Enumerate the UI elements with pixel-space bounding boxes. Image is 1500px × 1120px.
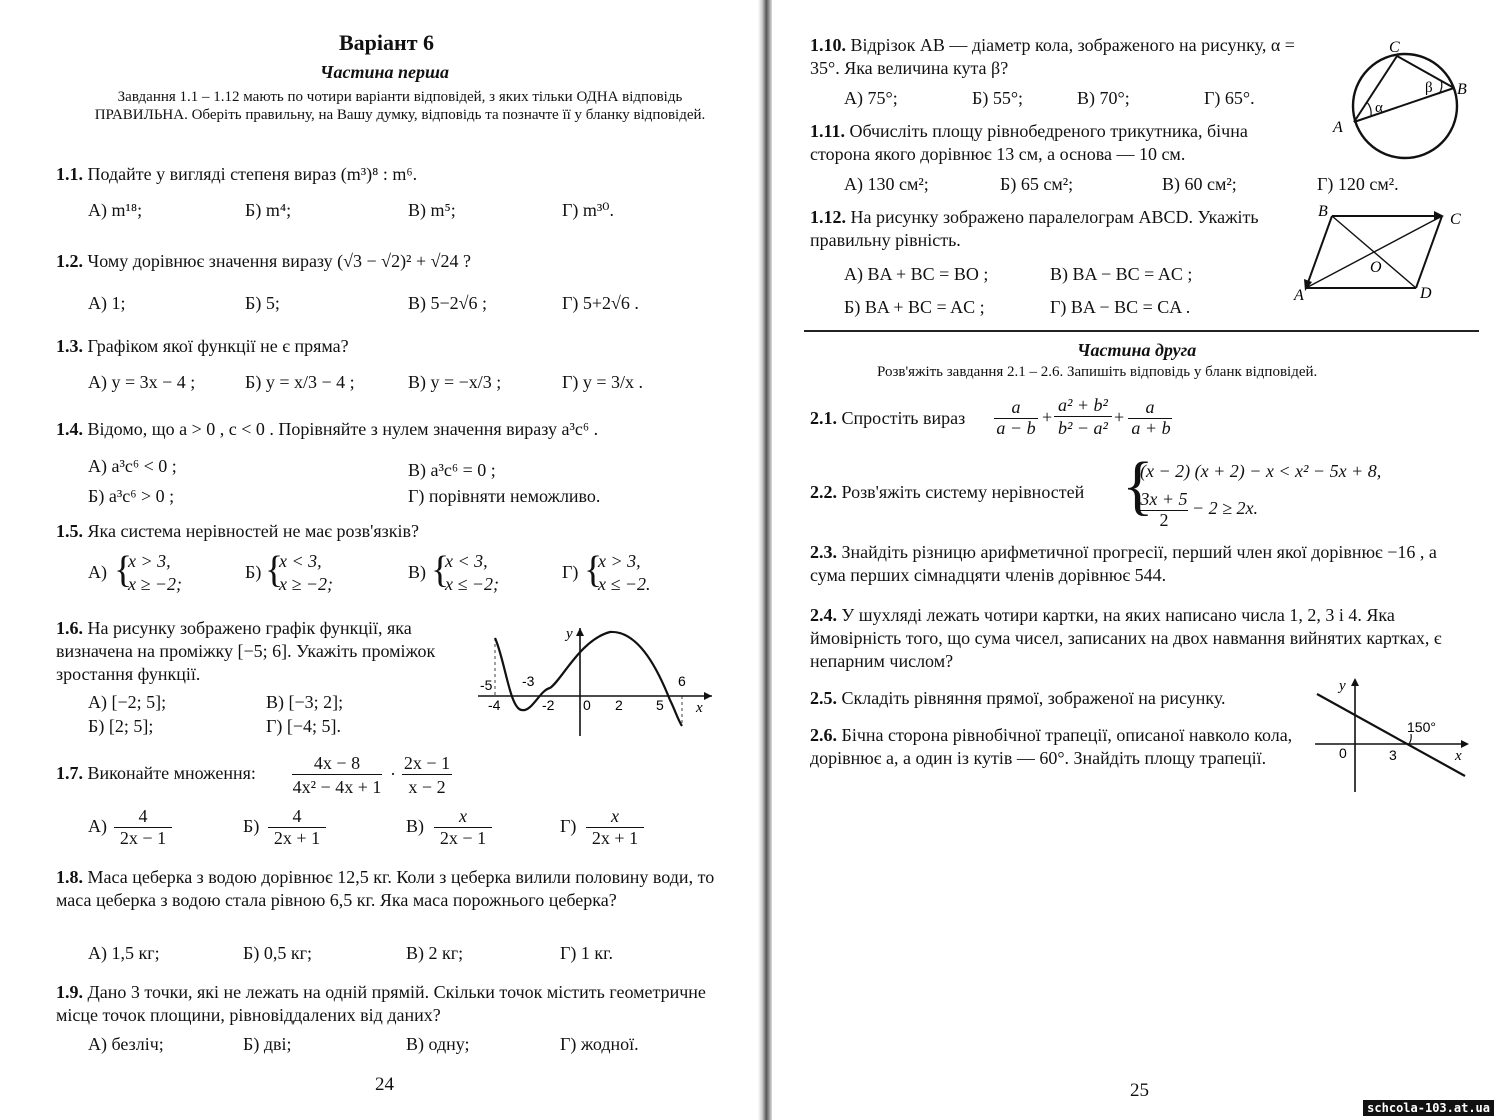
option-b-den: 2x + 1 — [273, 828, 321, 848]
question-1-11 — [810, 120, 1310, 166]
tick-label: 3 — [1389, 747, 1397, 763]
question-2-2 — [810, 481, 1084, 504]
option-c: В) одну; — [406, 1034, 470, 1054]
option-a: А) 1,5 кг; — [88, 943, 160, 963]
option-c-den: 2x − 1 — [439, 828, 487, 848]
variant-title: Варіант 6 — [339, 30, 435, 55]
q-number: 1.3. — [56, 336, 83, 356]
page-number: 24 — [375, 1074, 394, 1095]
section-divider — [804, 330, 1479, 332]
fraction-denominator: b² − a² — [1058, 418, 1108, 438]
system-c-line-1: x < 3, — [445, 551, 488, 571]
option-c-label: В) — [408, 562, 426, 582]
angle-label: 150° — [1407, 719, 1436, 735]
multiply-dot: · — [390, 764, 396, 784]
system-line-1: (x − 2) (x + 2) − x < x² − 5x + 8, — [1140, 461, 1382, 481]
option-c: В) y = −x/3 ; — [408, 372, 502, 392]
option-a-num: 4 — [114, 806, 172, 828]
system-d-line-2: x ≤ −2. — [598, 574, 651, 594]
option-c-num: x — [434, 806, 492, 828]
q-number: 2.4. — [810, 605, 837, 625]
label-b: B — [1457, 81, 1467, 98]
q-number: 2.1. — [810, 408, 837, 428]
x-axis-arrow — [1461, 740, 1469, 748]
question-1-10 — [810, 34, 1310, 80]
option-d: Г) m³⁰. — [562, 200, 615, 220]
label-d: D — [1420, 285, 1432, 302]
option-d-den: 2x + 1 — [591, 828, 639, 848]
q-text: Обчисліть площу рівнобедреного трикутника, бічна сторона якого дорівнює 13 см, а основа — 10 см. — [810, 121, 1248, 164]
option-a: А) [−2; 5]; — [88, 692, 167, 712]
q-number: 1.11. — [810, 121, 846, 141]
option-b: Б) m⁴; — [245, 200, 292, 220]
question-1-2 — [56, 250, 471, 273]
option-b: Б) 55°; — [972, 88, 1024, 108]
system-b-line-1: x < 3, — [279, 551, 322, 571]
option-d: Г) порівняти неможливо. — [408, 486, 601, 506]
alpha-arc — [1367, 102, 1371, 116]
q-text: У шухляді лежать чотири картки, на яких написано числа 1, 2, 3 і 4. Яка ймовірність того, що сума чисел, записаних на двох навмання вийнятих картках, є непарним числом? — [810, 605, 1442, 671]
q-number: 1.5. — [56, 521, 83, 541]
system-brace: { — [1122, 449, 1154, 522]
option-b: Б) [2; 5]; — [88, 716, 154, 736]
option-c: В) 5−2√6 ; — [408, 293, 488, 313]
system-a-line-2: x ≥ −2; — [128, 574, 183, 594]
option-d-num: x — [586, 806, 644, 828]
q-number: 2.6. — [810, 725, 837, 745]
brace: { — [114, 549, 133, 591]
q-number: 1.9. — [56, 982, 83, 1002]
label-beta: β — [1425, 80, 1433, 96]
q-number: 2.5. — [810, 688, 837, 708]
option-d: Г) 5+2√6 . — [562, 293, 639, 313]
right-page — [772, 0, 1500, 1120]
q-number: 1.8. — [56, 867, 83, 887]
line-graph — [1307, 672, 1472, 797]
option-d: Г) y = 3/x . — [562, 372, 644, 392]
option-d: Г) 65°. — [1204, 88, 1255, 108]
system-c-line-2: x ≤ −2; — [445, 574, 500, 594]
option-c: В) [−3; 2]; — [266, 692, 344, 712]
question-1-12 — [810, 206, 1270, 252]
option-c: В) a³c⁶ = 0 ; — [408, 460, 496, 480]
question-1-7 — [56, 762, 256, 785]
brace: { — [431, 549, 450, 591]
option-a-label: А) — [88, 562, 107, 582]
tick-label: -5 — [480, 677, 493, 693]
fraction-numerator: a — [994, 397, 1038, 419]
fraction-denominator: x − 2 — [408, 777, 446, 797]
plus-sign: + — [1042, 407, 1053, 427]
question-1-6 — [56, 617, 456, 686]
function-graph — [470, 620, 720, 740]
tick-label: 5 — [656, 697, 664, 713]
part-two-title: Частина друга — [1077, 340, 1197, 360]
straight-line — [1317, 694, 1465, 776]
option-d: Г) [−4; 5]. — [266, 716, 342, 736]
tick-label: 0 — [583, 697, 591, 713]
label-c: C — [1389, 39, 1400, 56]
option-b: Б) BA + BC = AC ; — [844, 297, 985, 317]
q-text: Чому дорівнює значення виразу (√3 − √2)² + √24 ? — [87, 251, 471, 271]
option-b-label: Б) — [243, 816, 260, 836]
fraction-numerator: 2x − 1 — [403, 753, 451, 773]
tick-label: 6 — [678, 673, 686, 689]
angle-arc — [1409, 734, 1411, 744]
option-d: Г) жодної. — [560, 1034, 639, 1054]
label-b: B — [1318, 203, 1328, 220]
q-number: 1.1. — [56, 164, 83, 184]
q-text: Виконайте множення: — [87, 763, 256, 783]
instructions: Завдання 1.1 – 1.12 мають по чотири варіанти відповідей, з яких тільки ОДНА відповідь ПРАВИЛЬНА. Оберіть правильну, на Вашу думку, відповідь та позначте її у бланку відповідей. — [94, 89, 706, 123]
option-c-label: В) — [406, 816, 424, 836]
option-d: Г) 120 см². — [1317, 174, 1399, 194]
tick-label: -3 — [522, 673, 535, 689]
plus-sign: + — [1114, 407, 1125, 427]
option-a: А) y = 3x − 4 ; — [88, 372, 196, 392]
q-text: Яка система нерівностей не має розв'язків? — [87, 521, 419, 541]
option-c: В) 60 см²; — [1162, 174, 1237, 194]
y-axis-arrow — [576, 628, 584, 636]
option-a-label: А) — [88, 816, 107, 836]
option-b: Б) 65 см²; — [1000, 174, 1074, 194]
fraction-numerator: 3x + 5 — [1140, 489, 1188, 509]
option-b: Б) y = x/3 − 4 ; — [245, 372, 355, 392]
q-text: Подайте у вигляді степеня вираз (m³)⁸ : m⁶. — [87, 164, 418, 184]
option-c: В) 2 кг; — [406, 943, 464, 963]
fraction-numerator: 4x − 8 — [292, 753, 382, 775]
tick-label: 2 — [615, 697, 623, 713]
q-number: 2.3. — [810, 542, 837, 562]
q-text: Маса цеберка з водою дорівнює 12,5 кг. Коли з цеберка вилили половину води, то маса цеберка з водою стала рівною 6,5 кг. Яка маса порожнього цеберка? — [56, 867, 715, 910]
q-text: Бічна сторона рівнобічної трапеції, описаної навколо кола, дорівнює a, а один із кутів — 60°. Знайдіть площу трапеції. — [810, 725, 1293, 768]
system-b-line-2: x ≥ −2; — [279, 574, 334, 594]
option-c: В) 70°; — [1077, 88, 1130, 108]
page-number: 25 — [1130, 1080, 1149, 1101]
option-a: А) 1; — [88, 293, 126, 313]
fraction-denominator: a + b — [1131, 418, 1171, 438]
system-d-line-1: x > 3, — [598, 551, 641, 571]
question-2-1 — [810, 407, 965, 430]
label-a: A — [1294, 287, 1304, 304]
label-a: A — [1333, 119, 1343, 136]
fraction-denominator: 2 — [1159, 510, 1169, 530]
q-text: Знайдіть різницю арифметичної прогресії, перший член якої дорівнює −16 , а сума перших сімнадцяти членів дорівнює 544. — [810, 542, 1437, 585]
question-1-4 — [56, 418, 598, 441]
tick-label: -4 — [488, 697, 501, 713]
book-gutter — [758, 0, 772, 1120]
q-text: Графіком якої функції не є пряма? — [87, 336, 349, 356]
q-text: Складіть рівняння прямої, зображеної на рисунку. — [841, 688, 1226, 708]
q-number: 1.10. — [810, 35, 846, 55]
q-text: Відрізок AB — діаметр кола, зображеного на рисунку, α = 35°. Яка величина кута β? — [810, 35, 1295, 78]
parallelogram-figure — [1292, 200, 1472, 305]
option-c: В) m⁵; — [408, 200, 456, 220]
question-1-8 — [56, 866, 721, 912]
y-label: y — [1339, 678, 1346, 694]
question-1-5 — [56, 520, 419, 543]
question-2-5 — [810, 687, 1226, 710]
part-two-instructions: Розв'яжіть завдання 2.1 – 2.6. Запишіть відповідь у бланк відповідей. — [877, 364, 1318, 380]
q-text: Розв'яжіть систему нерівностей — [841, 482, 1085, 502]
option-d-label: Г) — [560, 816, 577, 836]
label-alpha: α — [1375, 100, 1383, 116]
q-text: Дано 3 точки, які не лежать на одній прямій. Скільки точок містить геометричне місце точок площини, рівновіддалених від даних? — [56, 982, 706, 1025]
question-1-9 — [56, 981, 721, 1027]
option-b: Б) дві; — [243, 1034, 292, 1054]
option-b: Б) 5; — [245, 293, 280, 313]
option-a: А) a³c⁶ < 0 ; — [88, 456, 177, 476]
circle-figure — [1327, 36, 1477, 166]
question-1-1 — [56, 163, 417, 186]
side-dc — [1416, 216, 1442, 288]
x-label: x — [1455, 748, 1462, 764]
fraction-denominator: a − b — [996, 418, 1036, 438]
q-number: 1.2. — [56, 251, 83, 271]
option-a: А) безліч; — [88, 1034, 164, 1054]
option-a: А) BA + BC = BO ; — [844, 264, 989, 284]
brace: { — [584, 549, 603, 591]
option-b: Б) 0,5 кг; — [243, 943, 312, 963]
q-number: 1.6. — [56, 618, 83, 638]
part-one-title: Частина перша — [320, 62, 449, 82]
fraction-numerator: a² + b² — [1054, 395, 1112, 417]
circle — [1353, 54, 1457, 158]
option-c: В) BA − BC = AC ; — [1050, 264, 1193, 284]
option-b-label: Б) — [245, 562, 262, 582]
side-ba — [1306, 216, 1332, 288]
q-number: 1.12. — [810, 207, 846, 227]
option-d-label: Г) — [562, 562, 579, 582]
q-text: Відомо, що a > 0 , c < 0 . Порівняйте з нулем значення виразу a³c⁶ . — [87, 419, 599, 439]
tick-label: -2 — [542, 697, 555, 713]
option-a: А) 130 см²; — [844, 174, 929, 194]
brace: { — [265, 549, 284, 591]
diagonal-ac — [1306, 216, 1442, 288]
fraction-denominator: 4x² − 4x + 1 — [292, 777, 382, 797]
option-a: А) 75°; — [844, 88, 898, 108]
option-d: Г) 1 кг. — [560, 943, 613, 963]
q-number: 1.7. — [56, 763, 83, 783]
x-axis-arrow — [704, 692, 712, 700]
system-a-line-1: x > 3, — [128, 551, 171, 571]
option-b-num: 4 — [268, 806, 326, 828]
q-number: 2.2. — [810, 482, 837, 502]
system-line-2: − 2 ≥ 2x. — [1192, 498, 1259, 518]
option-a-den: 2x − 1 — [119, 828, 167, 848]
watermark: schcola-103.at.ua — [1363, 1100, 1494, 1116]
label-c: C — [1450, 211, 1461, 228]
label-o: O — [1370, 259, 1382, 276]
question-2-6 — [810, 724, 1310, 770]
q-text: На рисунку зображено паралелограм ABCD. Укажіть правильну рівність. — [810, 207, 1259, 250]
question-2-4 — [810, 604, 1475, 673]
y-label: y — [566, 626, 573, 642]
y-axis-arrow — [1351, 678, 1359, 686]
x-label: x — [696, 700, 703, 716]
option-b: Б) a³c⁶ > 0 ; — [88, 486, 175, 506]
question-2-3 — [810, 541, 1475, 587]
fraction-numerator: a — [1128, 397, 1172, 419]
q-text: На рисунку зображено графік функції, яка визначена на проміжку [−5; 6]. Укажіть проміжок зростання функції. — [56, 618, 436, 684]
option-a: А) m¹⁸; — [88, 200, 143, 220]
origin-label: 0 — [1339, 745, 1347, 761]
q-text: Спростіть вираз — [841, 408, 966, 428]
question-1-3 — [56, 335, 349, 358]
q-number: 1.4. — [56, 419, 83, 439]
option-d: Г) BA − BC = CA . — [1050, 297, 1191, 317]
